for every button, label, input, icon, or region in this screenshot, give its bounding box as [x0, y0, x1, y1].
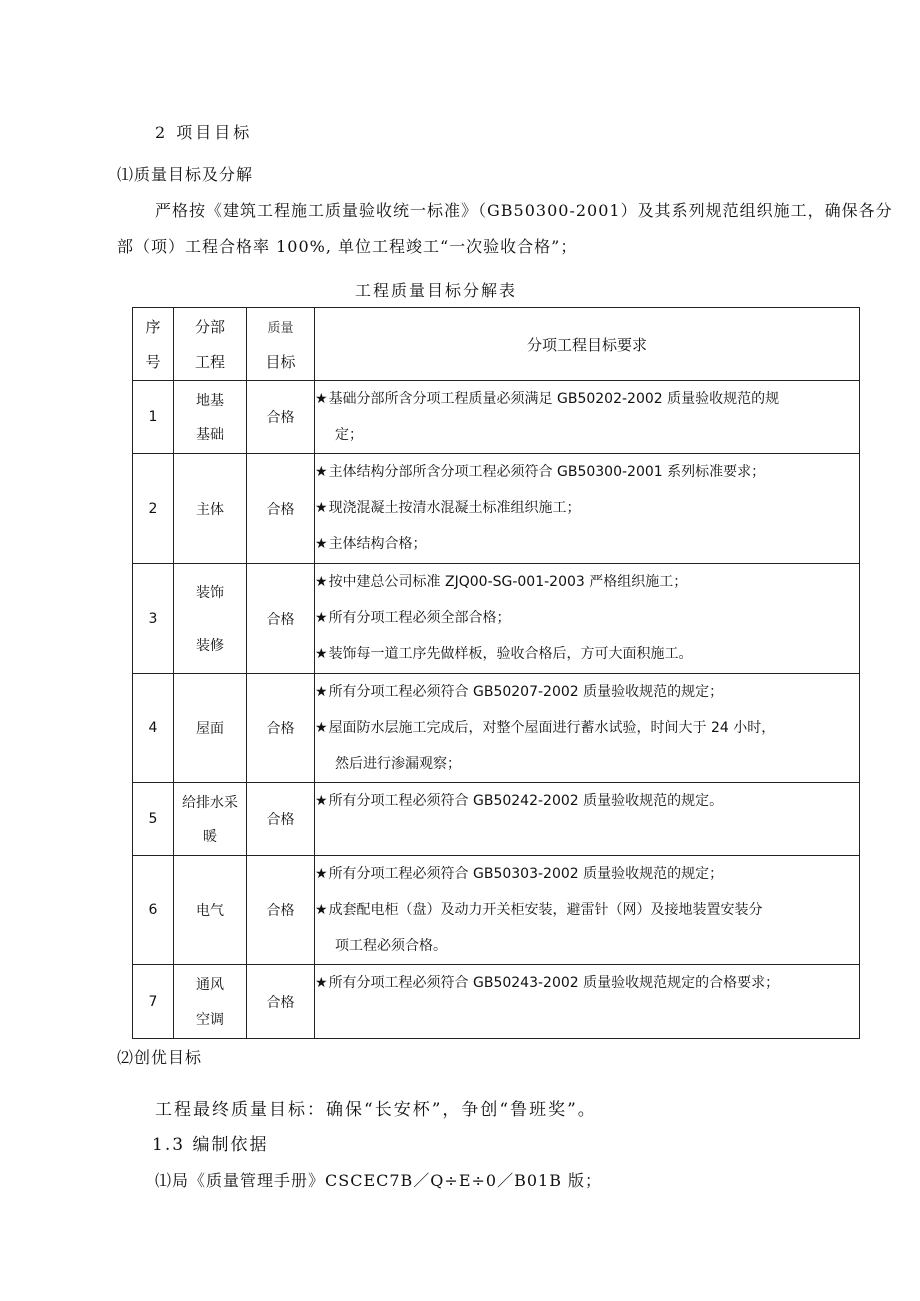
row-quality-grade: 合格	[247, 965, 315, 1039]
requirement-text-continued: 然后进行渗漏观察；	[335, 756, 461, 772]
star-icon: ★	[315, 536, 328, 552]
requirement-item	[315, 381, 859, 453]
row-number: 4	[133, 674, 174, 783]
table-caption: 工程质量目标分解表	[355, 281, 518, 300]
requirement-item	[315, 526, 859, 562]
requirement-item	[315, 600, 859, 636]
table-row	[133, 381, 860, 454]
requirement-text: 屋面防水层施工完成后，对整个屋面进行蓄水试验，时间大于 24 小时，	[328, 720, 776, 736]
row-requirements	[315, 381, 860, 454]
table-header-row	[133, 308, 860, 381]
table-row	[133, 965, 860, 1039]
star-icon: ★	[315, 793, 328, 809]
row-division	[174, 965, 247, 1039]
header-quality-bottom: 目标	[265, 352, 296, 371]
row-number: 6	[133, 856, 174, 965]
requirement-text: 所有分项工程必须符合 GB50242-2002 质量验收规范的规定。	[328, 793, 724, 809]
requirement-item	[315, 965, 859, 1001]
header-seq-top: 序	[145, 318, 161, 336]
excellence-goal-subheading: ⑵创优目标	[117, 1048, 203, 1067]
table-body	[133, 381, 860, 1039]
star-icon: ★	[315, 500, 328, 516]
row-division-line1: 电气	[196, 903, 224, 919]
requirement-item	[315, 856, 859, 892]
header-requirements: 分项工程目标要求	[315, 308, 860, 381]
requirement-item	[315, 892, 859, 964]
row-division-line1: 主体	[196, 501, 224, 518]
row-division-line2: 基础	[196, 427, 224, 444]
intro-paragraph-line2: 部（项）工程合格率 100%, 单位工程竣工“一次验收合格”；	[117, 237, 578, 256]
requirement-item	[315, 674, 859, 710]
row-number: 5	[133, 783, 174, 856]
header-part-top: 分部	[194, 318, 225, 336]
row-number: 3	[133, 564, 174, 674]
requirement-text: 主体结构合格；	[328, 536, 427, 552]
row-division-line2: 装修	[196, 638, 224, 654]
row-division-line1: 装饰	[196, 585, 224, 601]
row-division-line2: 空调	[196, 1012, 224, 1028]
table-row	[133, 856, 860, 965]
star-icon: ★	[315, 720, 328, 736]
table-row	[133, 454, 860, 564]
row-quality-grade: 合格	[247, 856, 315, 965]
header-quality-top: 质量	[267, 320, 294, 336]
requirement-text: 成套配电柜（盘）及动力开关柜安装，避雷针（网）及接地装置安装分	[328, 902, 763, 918]
star-icon: ★	[315, 391, 328, 407]
row-requirements	[315, 454, 860, 564]
row-quality-grade: 合格	[247, 381, 315, 454]
row-number: 1	[133, 381, 174, 454]
star-icon: ★	[315, 646, 328, 662]
row-division	[174, 783, 247, 856]
requirement-text-continued: 定；	[335, 427, 363, 443]
requirement-text: 所有分项工程必须全部合格；	[328, 610, 511, 626]
star-icon: ★	[315, 902, 328, 918]
row-division	[174, 856, 247, 965]
row-requirements	[315, 965, 860, 1039]
intro-paragraph-line1: 严格按《建筑工程施工质量验收统一标准》（GB50300-2001）及其系列规范组织施工，确保各分	[155, 201, 893, 220]
compilation-basis-heading: 1.3 编制依据	[152, 1135, 269, 1155]
requirement-text: 基础分部所含分项工程质量必须满足 GB50202-2002 质量验收规范的规	[328, 391, 780, 407]
row-division	[174, 381, 247, 454]
row-quality-grade: 合格	[247, 674, 315, 783]
quality-goal-table	[132, 307, 860, 1039]
requirement-text: 现浇混凝土按清水混凝土标准组织施工；	[328, 500, 581, 516]
row-quality-grade: 合格	[247, 783, 315, 856]
row-division-line1: 屋面	[196, 721, 224, 737]
header-seq-bottom: 号	[145, 353, 161, 371]
requirement-item	[315, 783, 859, 819]
star-icon: ★	[315, 464, 328, 480]
table-row	[133, 564, 860, 674]
requirement-text-continued: 项工程必须合格。	[335, 938, 447, 954]
row-number: 2	[133, 454, 174, 564]
star-icon: ★	[315, 610, 328, 626]
header-quality	[247, 308, 315, 381]
table-row	[133, 674, 860, 783]
section-heading: 2 项目目标	[155, 123, 253, 142]
requirement-text: 所有分项工程必须符合 GB50207-2002 质量验收规范的规定；	[328, 684, 724, 700]
row-division	[174, 564, 247, 674]
final-quality-goal: 工程最终质量目标：确保“长安杯”，争创“鲁班奖”。	[155, 1100, 597, 1120]
star-icon: ★	[315, 975, 328, 991]
requirement-text: 按中建总公司标准 ZJQ00-SG-001-2003 严格组织施工；	[328, 574, 688, 590]
row-division	[174, 674, 247, 783]
requirement-item	[315, 454, 859, 490]
table-row	[133, 783, 860, 856]
requirement-text: 所有分项工程必须符合 GB50303-2002 质量验收规范的规定；	[328, 866, 724, 882]
requirement-item	[315, 564, 859, 600]
row-division-line1: 通风	[196, 977, 224, 993]
compilation-basis-item1: ⑴局《质量管理手册》CSCEC7B／Q÷E÷0／B01B 版；	[155, 1171, 603, 1190]
row-number: 7	[133, 965, 174, 1039]
header-seq	[133, 308, 174, 381]
row-division-line1: 地基	[196, 392, 224, 409]
row-division	[174, 454, 247, 564]
requirement-text: 装饰每一道工序先做样板，验收合格后，方可大面积施工。	[328, 646, 693, 662]
requirement-item	[315, 710, 859, 782]
star-icon: ★	[315, 574, 328, 590]
row-division-line2: 暖	[203, 829, 217, 846]
row-division-line1: 给排水采	[182, 794, 238, 811]
star-icon: ★	[315, 684, 328, 700]
requirement-item	[315, 490, 859, 526]
header-part	[174, 308, 247, 381]
star-icon: ★	[315, 866, 328, 882]
row-quality-grade: 合格	[247, 564, 315, 674]
requirement-text: 所有分项工程必须符合 GB50243-2002 质量验收规范规定的合格要求；	[328, 975, 780, 991]
row-requirements	[315, 783, 860, 856]
requirement-text: 主体结构分部所含分项工程必须符合 GB50300-2001 系列标准要求；	[328, 464, 766, 480]
row-requirements	[315, 674, 860, 783]
row-requirements	[315, 564, 860, 674]
row-requirements	[315, 856, 860, 965]
quality-goal-subheading: ⑴质量目标及分解	[117, 165, 254, 184]
row-quality-grade: 合格	[247, 454, 315, 564]
requirement-item	[315, 636, 859, 672]
header-part-bottom: 工程	[194, 353, 225, 371]
